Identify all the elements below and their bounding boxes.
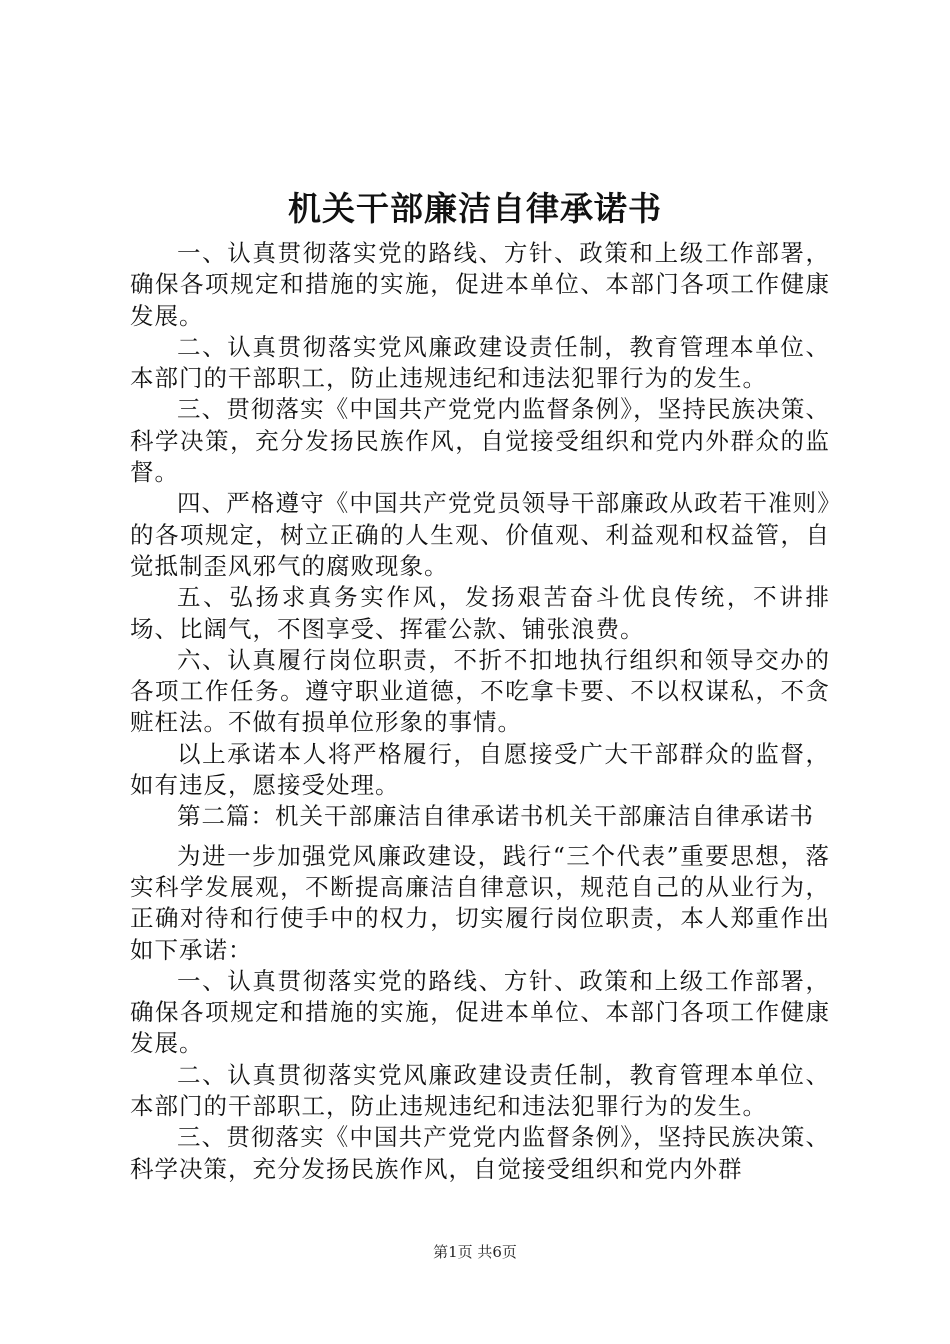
- document-title: 机关干部廉洁自律承诺书: [288, 189, 662, 228]
- document-body: [130, 238, 830, 1185]
- paragraph-1: 一、认真贯彻落实党的路线、方针、政策和上级工作部署，确保各项规定和措施的实施，促进本单位、本部门各项工作健康发展。: [130, 239, 830, 330]
- paragraph-4: 四、严格遵守《中国共产党党员领导干部廉政从政若干准则》的各项规定，树立正确的人生观、价值观、利益观和权益管，自觉抵制歪风邪气的腐败现象。: [130, 489, 830, 580]
- section-heading: 第二篇：机关干部廉洁自律承诺书机关干部廉洁自律承诺书: [177, 802, 814, 831]
- paragraph-6: 六、认真履行岗位职责，不折不扣地执行组织和领导交办的各项工作任务。遵守职业道德，不吃拿卡要、不以权谋私，不贪赃枉法。不做有损单位形象的事情。: [130, 645, 830, 737]
- paragraph-3: 三、贯彻落实《中国共产党党内监督条例》，坚持民族决策、科学决策，充分发扬民族作风，自觉接受组织和党内外群众的监督。: [130, 395, 830, 487]
- paragraph-7: 以上承诺本人将严格履行，自愿接受广大干部群众的监督，如有违反，愿接受处理。: [130, 739, 830, 800]
- paragraph-5: 五、弘扬求真务实作风，发扬艰苦奋斗优良传统，不讲排场、比阔气，不图享受、挥霍公款、铺张浪费。: [130, 583, 830, 643]
- paragraph-9: 二、认真贯彻落实党风廉政建设责任制，教育管理本单位、本部门的干部职工，防止违规违纪和违法犯罪行为的发生。: [130, 1060, 830, 1121]
- page-number: 第1页 共6页: [433, 1243, 517, 1261]
- paragraph-8: 一、认真贯彻落实党的路线、方针、政策和上级工作部署，确保各项规定和措施的实施，促进本单位、本部门各项工作健康发展。: [130, 966, 830, 1058]
- paragraph-2: 二、认真贯彻落实党风廉政建设责任制，教育管理本单位、本部门的干部职工，防止违规违纪和违法犯罪行为的发生。: [130, 332, 830, 393]
- paragraph-intro: 为进一步加强党风廉政建设，践行“三个代表”重要思想，落实科学发展观，不断提高廉洁自律意识，规范自己的从业行为，正确对待和行使手中的权力，切实履行岗位职责，本人郑重作出如下承诺：: [130, 841, 830, 964]
- paragraph-10: 三、贯彻落实《中国共产党党内监督条例》，坚持民族决策、科学决策，充分发扬民族作风，自觉接受组织和党内外群: [130, 1123, 830, 1183]
